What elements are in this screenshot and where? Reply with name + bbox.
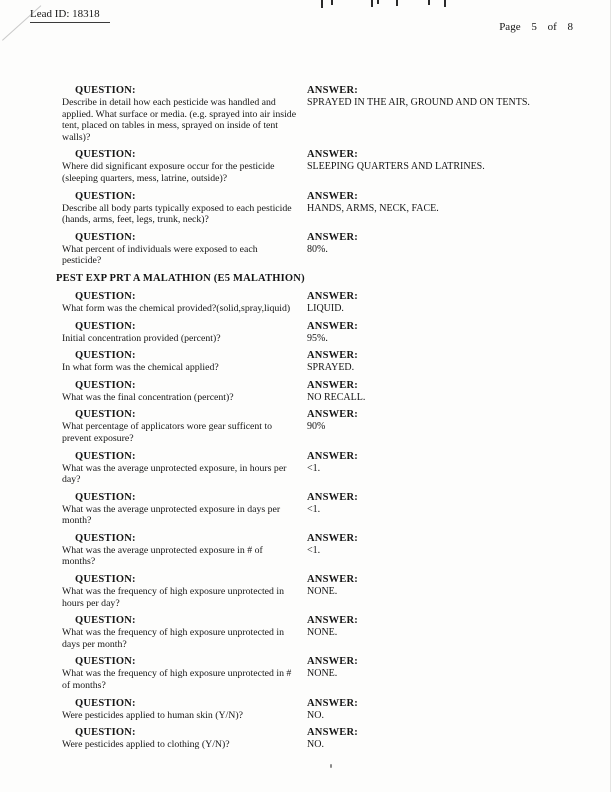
- question-text: What was the frequency of high exposure unprotected in hours per day?: [62, 586, 284, 609]
- answer-cell: [307, 408, 582, 444]
- scan-artifact-speck: [330, 764, 332, 768]
- answer-text: 95%.: [307, 332, 328, 344]
- answer-label: ANSWER:: [307, 350, 358, 362]
- page-current: 5: [531, 21, 537, 33]
- scan-artifact-tick: [428, 0, 430, 5]
- qa-row: [62, 231, 582, 267]
- question-label: QUESTION:: [75, 231, 136, 243]
- question-label: QUESTION:: [75, 379, 136, 391]
- question-label: QUESTION:: [75, 532, 136, 544]
- qa-row: [62, 408, 582, 444]
- answer-cell: [307, 532, 582, 568]
- answer-label: ANSWER:: [307, 409, 358, 421]
- answer-label: ANSWER:: [307, 379, 358, 391]
- question-cell: [62, 726, 307, 751]
- lead-id: Lead ID: 18318: [30, 8, 110, 23]
- question-text: What was the average unprotected exposure, in hours per day?: [62, 462, 287, 486]
- section-heading: PEST EXP PRT A MALATHION (E5 MALATHION): [56, 272, 305, 284]
- answer-text: NO RECALL.: [307, 391, 366, 403]
- question-cell: [62, 408, 307, 444]
- question-label: QUESTION:: [75, 350, 136, 362]
- qa-row: [62, 148, 582, 184]
- answer-cell: [307, 290, 582, 315]
- question-cell: [62, 320, 307, 345]
- question-text: Where did significant exposure occur for the pesticide (sleeping quarters, mess, latrine, outside)?: [62, 161, 275, 184]
- scan-artifact-tick: [444, 0, 446, 7]
- answer-label: ANSWER:: [307, 290, 358, 302]
- question-label: QUESTION:: [75, 409, 136, 421]
- answer-cell: [307, 614, 582, 650]
- question-label: QUESTION:: [75, 615, 136, 627]
- question-label: QUESTION:: [75, 149, 136, 161]
- answer-cell: [307, 148, 582, 184]
- qa-row: [62, 450, 582, 486]
- qa-row: [62, 726, 582, 751]
- answer-cell: [307, 190, 582, 226]
- answer-text: HANDS, ARMS, NECK, FACE.: [307, 202, 439, 214]
- question-text: Describe in detail how each pesticide was handled and applied. What surface or media. (e.g. sprayed into air inside tent, placed on tables in mess, sprayed on inside of tent walls)?: [62, 97, 297, 143]
- qa-row: [62, 655, 582, 691]
- answer-label: ANSWER:: [307, 491, 358, 503]
- question-cell: [62, 491, 307, 527]
- answer-text: SPRAYED IN THE AIR, GROUND AND ON TENTS.: [307, 97, 530, 108]
- question-text: What percentage of applicators wore gear sufficent to prevent exposure?: [62, 421, 273, 444]
- qa-row: [62, 290, 582, 315]
- answer-label: ANSWER:: [307, 727, 358, 739]
- question-cell: [62, 231, 307, 267]
- answer-label: ANSWER:: [307, 615, 358, 627]
- question-label: QUESTION:: [75, 85, 136, 96]
- question-label: QUESTION:: [75, 190, 136, 202]
- question-text: Initial concentration provided (percent)?: [62, 332, 221, 344]
- question-text: In what form was the chemical applied?: [62, 362, 219, 374]
- qa-row: [62, 573, 582, 609]
- qa-row: [62, 532, 582, 568]
- qa-row: [62, 614, 582, 650]
- question-text: What percent of individuals were exposed to each pesticide?: [62, 243, 258, 267]
- answer-text: <1.: [307, 544, 321, 556]
- answer-cell: [307, 379, 582, 404]
- qa-row: [62, 84, 582, 143]
- answer-text: <1.: [307, 503, 321, 515]
- answer-text: <1.: [307, 462, 321, 474]
- question-label: QUESTION:: [75, 290, 136, 302]
- page-total: 8: [567, 21, 573, 33]
- page-label: Page: [499, 21, 521, 33]
- question-text: What was the frequency of high exposure unprotected in days per month?: [62, 627, 284, 650]
- question-text: What was the average unprotected exposure in days per month?: [62, 503, 281, 527]
- scan-artifact-tick: [331, 0, 333, 5]
- question-text: What was the frequency of high exposure unprotected in # of months?: [62, 668, 292, 692]
- answer-text: 80%.: [307, 243, 328, 255]
- answer-cell: [307, 450, 582, 486]
- question-text: What was the final concentration (percent)?: [62, 391, 234, 403]
- question-cell: [62, 697, 307, 722]
- answer-label: ANSWER:: [307, 231, 358, 243]
- question-cell: [62, 614, 307, 650]
- qa-row: [62, 190, 582, 226]
- answer-text: NO.: [307, 739, 324, 751]
- question-cell: [62, 190, 307, 226]
- question-cell: [62, 532, 307, 568]
- question-text: Were pesticides applied to clothing (Y/N)?: [62, 739, 230, 751]
- answer-label: ANSWER:: [307, 574, 358, 586]
- answer-cell: [307, 84, 582, 143]
- question-cell: [62, 573, 307, 609]
- question-label: QUESTION:: [75, 727, 136, 739]
- question-cell: [62, 349, 307, 374]
- answer-text: NONE.: [307, 586, 338, 598]
- question-label: QUESTION:: [75, 574, 136, 586]
- scan-artifact-tick: [321, 0, 323, 8]
- qa-row: [62, 349, 582, 374]
- question-cell: [62, 450, 307, 486]
- answer-label: ANSWER:: [307, 532, 358, 544]
- page-number: [499, 21, 573, 33]
- answer-cell: [307, 231, 582, 267]
- answer-text: NO.: [307, 709, 324, 721]
- question-text: Describe all body parts typically exposed to each pesticide (hands, arms, feet, legs, trunk, neck)?: [62, 202, 292, 226]
- question-text: Were pesticides applied to human skin (Y/N)?: [62, 709, 243, 721]
- answer-label: ANSWER:: [307, 697, 358, 709]
- qa-row: [62, 379, 582, 404]
- qa-row: [62, 491, 582, 527]
- answer-label: ANSWER:: [307, 149, 358, 161]
- question-label: QUESTION:: [75, 320, 136, 332]
- answer-text: LIQUID.: [307, 302, 344, 314]
- answer-cell: [307, 655, 582, 691]
- answer-cell: [307, 726, 582, 751]
- answer-cell: [307, 320, 582, 345]
- page-of-label: of: [547, 21, 557, 33]
- qa-row: [62, 697, 582, 722]
- answer-label: ANSWER:: [307, 320, 358, 332]
- answer-cell: [307, 573, 582, 609]
- question-text: What form was the chemical provided?(solid,spray,liquid): [62, 302, 291, 314]
- answer-text: 90%: [307, 421, 326, 433]
- answer-text: NONE.: [307, 627, 338, 639]
- question-cell: [62, 379, 307, 404]
- qa-row: [62, 320, 582, 345]
- question-cell: [62, 290, 307, 315]
- answer-label: ANSWER:: [307, 450, 358, 462]
- question-label: QUESTION:: [75, 491, 136, 503]
- answer-text: SLEEPING QUARTERS AND LATRINES.: [307, 161, 485, 173]
- question-label: QUESTION:: [75, 450, 136, 462]
- scan-artifact-tick: [377, 0, 379, 4]
- answer-label: ANSWER:: [307, 190, 358, 202]
- answer-label: ANSWER:: [307, 656, 358, 668]
- question-text: What was the average unprotected exposure in # of months?: [62, 544, 263, 568]
- question-cell: [62, 84, 307, 143]
- scan-artifact-tick: [371, 0, 373, 7]
- question-cell: [62, 655, 307, 691]
- answer-text: NONE.: [307, 668, 338, 680]
- answer-cell: [307, 491, 582, 527]
- question-label: QUESTION:: [75, 656, 136, 668]
- qa-list: [56, 84, 582, 756]
- question-label: QUESTION:: [75, 697, 136, 709]
- scan-artifact-tick: [396, 0, 398, 6]
- answer-cell: [307, 349, 582, 374]
- answer-text: SPRAYED.: [307, 362, 355, 374]
- answer-cell: [307, 697, 582, 722]
- answer-label: ANSWER:: [307, 85, 358, 96]
- question-cell: [62, 148, 307, 184]
